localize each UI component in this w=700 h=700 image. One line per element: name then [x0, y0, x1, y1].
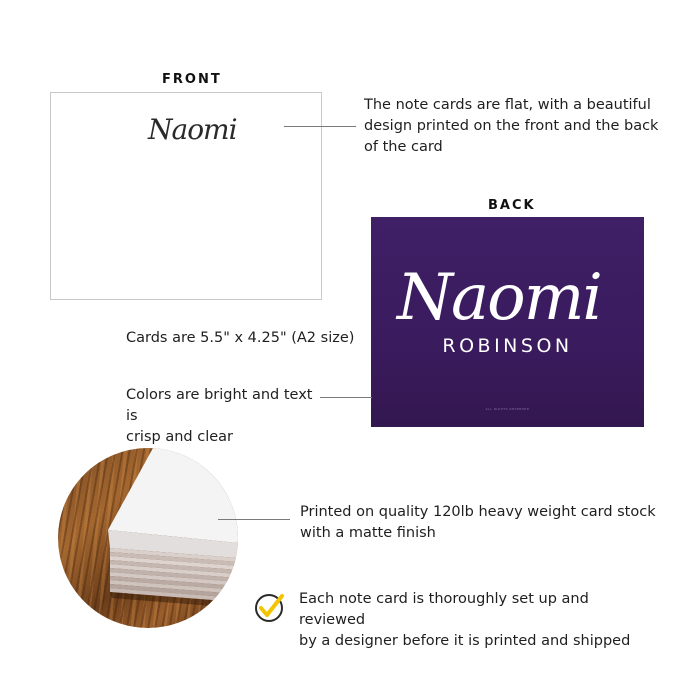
- back-signature: [391, 245, 631, 345]
- card-stock-photo: [58, 448, 238, 628]
- front-card-preview: [50, 92, 322, 300]
- stock-note-line-1: Printed on quality 120lb heavy weight card stock: [300, 504, 656, 520]
- front-signature: [146, 101, 266, 151]
- colors-note-line-1: Colors are bright and text is: [126, 387, 313, 424]
- front-description-line-2: design printed on the front and the back: [364, 118, 659, 134]
- svg-text:Naomi: Naomi: [397, 261, 601, 335]
- review-note-line-2: by a designer before it is printed and shipped: [299, 633, 631, 649]
- back-heading: BACK: [488, 198, 536, 213]
- stock-leader-line: [218, 519, 290, 520]
- back-surname: ROBINSON: [442, 335, 573, 357]
- card-stack-illustration: [58, 448, 238, 628]
- colors-note: [126, 385, 326, 448]
- front-leader-line: [284, 126, 356, 127]
- stock-note: [300, 502, 660, 544]
- back-card-preview: [371, 217, 644, 427]
- check-circle-icon: [252, 590, 286, 624]
- review-note: [299, 589, 659, 652]
- front-description-line-1: The note cards are flat, with a beautiful: [364, 97, 651, 113]
- stock-note-line-2: with a matte finish: [300, 525, 436, 541]
- front-description: [364, 95, 664, 158]
- svg-text:Naomi: Naomi: [148, 113, 237, 146]
- size-note: Cards are 5.5" x 4.25" (A2 size): [126, 330, 355, 346]
- colors-note-line-2: crisp and clear: [126, 429, 233, 445]
- colors-leader-line: [320, 397, 372, 398]
- back-fine-print: ALL RIGHTS RESERVED: [485, 407, 530, 411]
- front-heading: FRONT: [162, 72, 222, 87]
- review-note-line-1: Each note card is thoroughly set up and reviewed: [299, 591, 589, 628]
- front-description-line-3: of the card: [364, 139, 443, 155]
